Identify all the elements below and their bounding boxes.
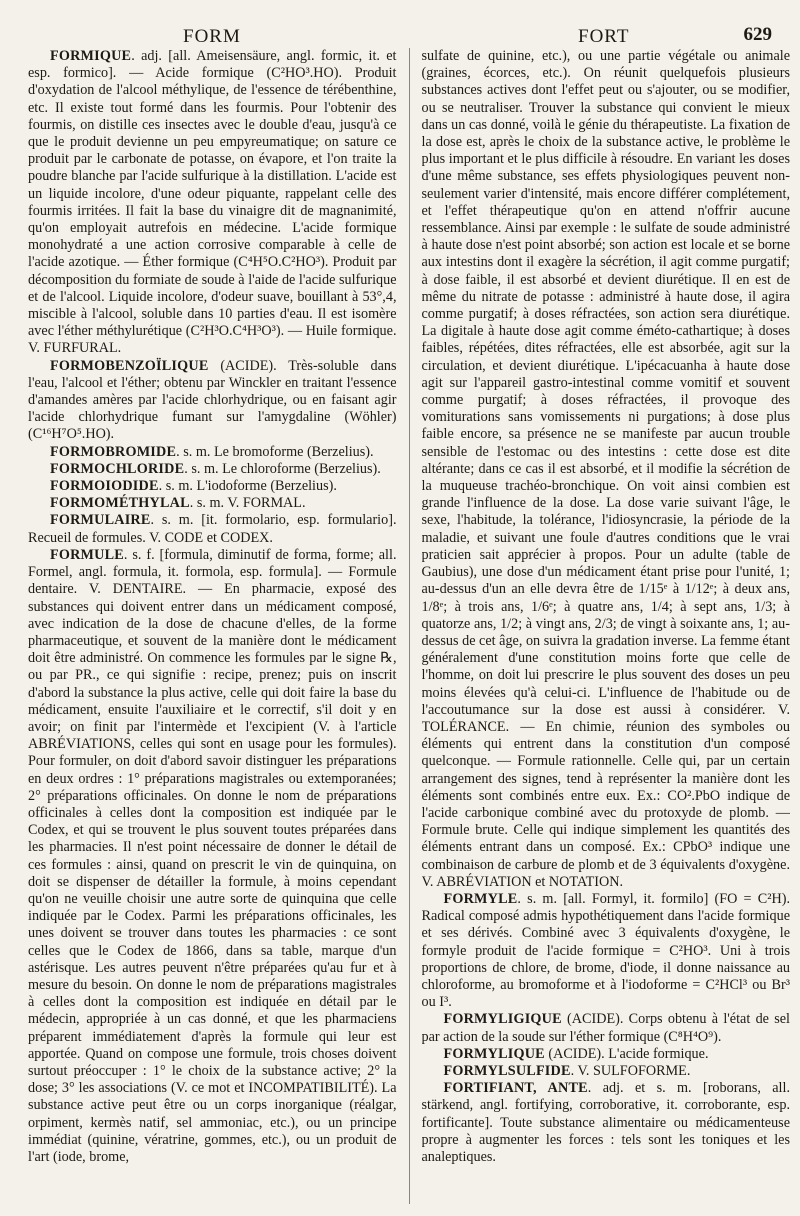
entry-text: . s. m. Le bromoforme (Berzelius). xyxy=(176,443,374,460)
column-rule xyxy=(409,48,410,1204)
dictionary-entry xyxy=(28,461,397,478)
entry-text: . s. m. [it. formolario, esp. formulario]. Recueil de formules. V. CODE et CODEX. xyxy=(28,512,397,546)
dictionary-entry xyxy=(422,891,791,1011)
entry-headword: FORMYLIQUE xyxy=(443,1045,545,1062)
entry-text: (ACIDE). L'acide formique. xyxy=(544,1045,709,1062)
running-head-left: FORM xyxy=(183,26,241,47)
right-column xyxy=(422,48,791,1204)
dictionary-entry xyxy=(28,358,397,444)
entry-text: . s. f. [formula, diminutif de forma, forme; all. Formel, angl. formula, it. formola, esp. formula]. — Formule dentaire. V. DENTAIRE. — En pharmacie, exposé des substances qui doivent entrer dans un médicament composé, avec indication de la dose de chacune d'elles, de la forme pharmaceutique, et souvent de la manière dont le médicament doit être administré. On commence les formules par le signe ℞, ou par PR., ce qui signifie : recipe, prenez; puis on inscrit d'abord la substance la plus active, celle qui doit faire la base du médicament, ensuite l'auxiliaire et le correctif, s'il doit y en avoir; on finit par l'intermède et l'excipient (V. à l'article ABRÉVIATIONS, celles qui sont en usage pour les formules). Pour formuler, on doit d'abord savoir distinguer les préparations en deux ordres : 1° préparations magistrales ou extemporanées; 2° préparations officinales. On donne le nom de préparations officinales à celles dont la composition est indiquée par le Codex, et qui se trouvent le plus souvent toutes préparées dans les pharmacies. Il n'est point nécessaire de donner le détail de ces formules : ainsi, quand on prescrit le vin de quinquina, on doit se dispenser de détailler la formule, à moins cependant qu'on ne veuille choisir une autre sorte de quinquina que celle indiquée par le Codex. Parmi les préparations officinales, les unes doivent se trouver dans toutes les pharmacies : ce sont celles que le Codex de 1866, dans sa table, marque d'un astérisque. Les autres peuvent n'être préparées qu'au fur et à mesure du besoin. On donne le nom de préparations magistrales à celles dont la composition est indiquée en détail par le médecin, appropriée à un cas donné, et que les pharmaciens préparent immédiatement d'après la formule qui leur est apportée. Quand on compose une formule, trois choses doivent surtout préoccuper : 1° le choix de la substance active; 2° la dose; 3° les associations (V. ce mot et INCOMPATIBILITÉ). La substance active peut être ou un corps inorganique (réalgar, orpiment, kermès natif, sel ammoniac, etc.), ou un principe immédiat (quinine, vératrine, gommes, etc.), ou un produit de l'art (iode, brome, xyxy=(28,546,397,1165)
page-number: 629 xyxy=(743,24,772,45)
dictionary-entry xyxy=(28,547,397,1166)
entry-headword: FORMIQUE xyxy=(50,48,132,64)
entry-headword: FORMULE xyxy=(50,546,124,563)
entry-text: . V. SULFOFORME. xyxy=(570,1062,691,1079)
dictionary-entry xyxy=(28,512,397,546)
entry-text: . s. m. L'iodoforme (Berzelius). xyxy=(158,478,337,495)
entry-headword: FORMOCHLORIDE xyxy=(50,460,185,477)
entry-text: . s. m. Le chloroforme (Berzelius). xyxy=(184,460,381,477)
entry-headword: FORMOBROMIDE xyxy=(50,443,177,460)
entry-headword: FORMULAIRE xyxy=(50,512,151,529)
entry-text: . s. m. [all. Formyl, it. formilo] (FO = C²H). Radical composé admis hypothétiquement dans l'acide formique et ses dérivés. Combiné avec 3 équivalents d'oxygène, le formyle produit de l'acide formique = C²HO³. Uni à trois proportions de chlore, de brome, d'iode, il donne naissance au chloroforme, au bromoforme et à l'iodoforme = C²HCl³ ou Br³ ou I³. xyxy=(421,890,790,1011)
running-head-right: FORT xyxy=(578,26,630,47)
dictionary-entry xyxy=(28,478,397,495)
dictionary-entry xyxy=(422,1080,791,1166)
entry-text: (ACIDE). Très-soluble dans l'eau, l'alcool et l'éther; obtenu par Winckler en traitant l'essence d'amandes amères par l'acide chlorhydrique, ou en faisant agir l'acide chlorhydrique fumant sur l'amygdaline (Wöhler) (C¹⁶H⁷O⁵.HO). xyxy=(28,357,397,443)
text-columns xyxy=(28,48,790,1204)
entry-headword: FORTIFIANT, ANTE xyxy=(443,1080,588,1097)
entry-headword: FORMOBENZOÏLIQUE xyxy=(50,357,209,374)
page-header xyxy=(28,20,786,50)
entry-text: sulfate de quinine, etc.), ou une partie végétale ou animale (graines, écorces, etc.). On réunit quelquefois plusieurs substances actives dont l'effet peut ou s'ajouter, ou se modifier, ou se neutraliser. Trouver la substance qui convient le mieux dans un cas donné, voilà le génie du thérapeutiste. La fixation de la dose est, après le choix de la substance active, le problème le plus important et le plus difficile à résoudre. En variant les doses d'une même substance, ses effets physiologiques peuvent non-seulement varier d'intensité, mais encore différer complétement, et l'effet thérapeutique qu'on en attend n'offrir aucune ressemblance. Ainsi par exemple : le sulfate de soude administré à haute dose n'est point absorbé; son action est locale et se borne aux intestins dont il exagère la sécrétion, il agit comme purgatif; à dose faible, il est absorbé et devient diurétique. Il en est de même du nitrate de potasse : administré à haute dose, il agira comme purgatif; à doses réfractées, son action sera diurétique. La digitale à haute dose agit comme éméto-cathartique; à doses faibles, répétées, dites réfractées, elle est absorbée, agit sur la circulation, et devient diurétique. L'ipécacuanha à haute dose agit sur l'appareil gastro-intestinal comme vomitif et souvent comme purgatif; à doses réfractées, il provoque des vomiturations sans vomissements ni purgations; à dose plus faible encore, sa présence ne se manifeste par aucun trouble sensible de l'estomac ou des intestins : cette dose est dite altérante; dans ce cas il est absorbé, et il modifie la sécrétion de la muqueuse trachéo-bronchique. On voit ainsi combien est grande l'influence de la dose. La dose varie suivant l'âge, le sexe, l'habitude, la tolérance, l'idiosyncrasie, la période de la maladie, et suivant une foule d'autres conditions que le vrai praticien sait apprécier à propos. Pour un adulte (table de Gaubius), une dose d'un médicament étant prise pour l'unité, 1; au-dessus d'un an elle devra être de 1/15ᵉ à 1/12ᵉ; à deux ans, 1/8ᵉ; à trois ans, 1/6ᵉ; à quatre ans, 1/4; à sept ans, 1/3; à quatorze ans, 1/2; à vingt ans, 2/3; de vingt à soixante ans, 1; au-dessus de cet âge, on suivra la gradation inverse. La femme étant généralement d'une constitution moins forte que celle de l'homme, on doit lui prescrire le plus souvent des doses un peu moins élevées qu'à celui-ci. L'influence de l'habitude ou de l'accoutumance sur la dose est aussi à considérer. V. TOLÉRANCE. — En chimie, réunion des symboles ou éléments qui entrent dans la constitution d'un composé quelconque. — Formule rationnelle. Celle qui, par un certain arrangement des signes, tend à représenter la manière dont les éléments sont combinés entre eux. Ex.: CO².PbO indique de l'acide carbonique combiné avec du protoxyde de plomb. — Formule brute. Celle qui indique simplement les quantités des éléments entrant dans un composé. Ex.: CPbO³ indique une combinaison de carbure de plomb et de 3 équivalents d'oxygène. V. ABRÉVIATION et NOTATION. xyxy=(421,48,790,890)
dictionary-entry xyxy=(422,1011,791,1045)
entry-headword: FORMOMÉTHYLAL xyxy=(50,495,190,512)
entry-headword: FORMYLIGIQUE xyxy=(443,1011,562,1028)
dictionary-entry xyxy=(28,48,397,358)
entry-headword: FORMYLE xyxy=(443,890,518,907)
entry-text: . adj. [all. Ameisensäure, angl. formic, it. et esp. formico]. — Acide formique (C²HO³.HO). Produit d'oxydation de l'alcool méthylique, de l'essence de térébenthine, etc. Il existe tout formé dans les fourmis. Pour l'obtenir des fourmis, on distille ces insectes avec le double d'eau, jusqu'à ce que le produit devienne un peu empyreumatique; on sature ce produit par le carbonate de potasse, on évapore, et l'on traite la poudre blanche par l'acide sulfurique à la distillation. L'acide est un liquide incolore, d'une odeur piquante, rappelant celle des fourmis irritées. Il fait la base du vinaigre dit de magnanimité, qu'on employait autrefois en médecine. L'acide formique monohydraté a une action corrosive comparable à celle de l'acide azotique. — Éther formique (C⁴H⁵O.C²HO³). Produit par décomposition du formiate de soude à l'aide de l'acide sulfurique et de l'alcool. Liquide incolore, d'odeur suave, bouillant à 53°,4, miscible à l'alcool, soluble dans 10 parties d'eau. Il est isomère avec l'éther méthylurétique (C²H³O.C⁴H³O³). — Huile formique. V. FURFURAL. xyxy=(28,48,397,357)
entry-headword: FORMYLSULFIDE xyxy=(443,1062,571,1079)
entry-text: (ACIDE). Corps obtenu à l'état de sel par action de la soude sur l'éther formique (C⁸H⁴O⁹). xyxy=(421,1011,790,1045)
dictionary-entry xyxy=(28,495,397,512)
entry-headword: FORMOIODIDE xyxy=(50,478,159,495)
dictionary-entry xyxy=(422,1046,791,1063)
entry-text: . adj. et s. m. [roborans, all. stärkend, angl. fortifying, corroborative, it. corroborante, esp. fortificante]. Toute substance alimentaire ou médicamenteuse propre à augmenter les forces : tels sont les toniques et les analeptiques. xyxy=(421,1080,790,1165)
dictionary-entry xyxy=(28,444,397,461)
dictionary-entry xyxy=(422,1063,791,1080)
entry-text: . s. m. V. FORMAL. xyxy=(189,495,306,512)
left-column xyxy=(28,48,397,1204)
dictionary-entry xyxy=(422,48,791,891)
